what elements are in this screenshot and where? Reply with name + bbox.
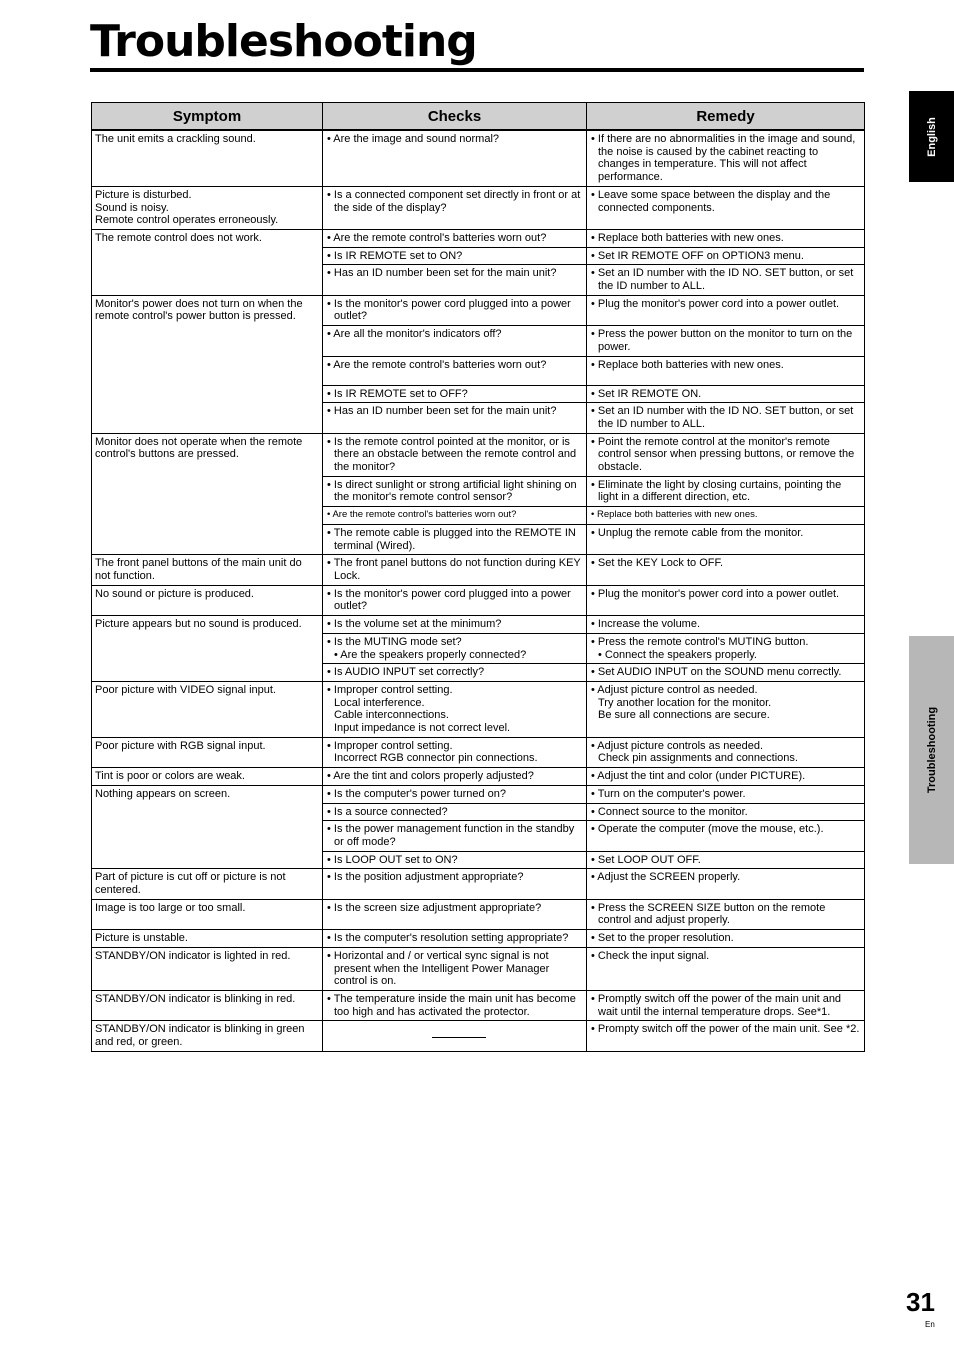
check-cell: • Is LOOP OUT set to ON? bbox=[323, 851, 587, 869]
remedy-cell: • Turn on the computer's power. bbox=[587, 785, 865, 803]
table-row bbox=[92, 1021, 865, 1051]
remedy-cell: • Set an ID number with the ID NO. SET button, or set the ID number to ALL. bbox=[587, 265, 865, 295]
table-row bbox=[92, 433, 865, 476]
remedy-cell: • Set IR REMOTE OFF on OPTION3 menu. bbox=[587, 247, 865, 265]
symptom-cell: Picture is disturbed. Sound is noisy. Remote control operates erroneously. bbox=[92, 186, 323, 229]
table-row bbox=[92, 585, 865, 615]
section-tab bbox=[909, 636, 954, 864]
page-number: 31 bbox=[906, 1287, 935, 1317]
page-language-code: En bbox=[925, 1320, 935, 1329]
symptom-cell: Poor picture with VIDEO signal input. bbox=[92, 681, 323, 737]
check-cell: • Is direct sunlight or strong artificial light shining on the monitor's remote control sensor? bbox=[323, 476, 587, 506]
check-cell: • The front panel buttons do not function during KEY Lock. bbox=[323, 555, 587, 585]
symptom-cell: STANDBY/ON indicator is lighted in red. bbox=[92, 947, 323, 990]
symptom-cell: STANDBY/ON indicator is blinking in red. bbox=[92, 990, 323, 1020]
remedy-cell: • Increase the volume. bbox=[587, 616, 865, 634]
remedy-cell: • Adjust the tint and color (under PICTURE). bbox=[587, 768, 865, 786]
table-row bbox=[92, 990, 865, 1020]
remedy-cell: • Check the input signal. bbox=[587, 947, 865, 990]
table-row bbox=[92, 616, 865, 634]
table-header-row bbox=[92, 103, 865, 131]
symptom-header: Symptom bbox=[92, 103, 323, 131]
check-cell: • Is the computer's resolution setting appropriate? bbox=[323, 930, 587, 948]
remedy-cell: • Plug the monitor's power cord into a power outlet. bbox=[587, 295, 865, 325]
remedy-cell: • Operate the computer (move the mouse, etc.). bbox=[587, 821, 865, 851]
symptom-cell: The unit emits a crackling sound. bbox=[92, 130, 323, 186]
table-row bbox=[92, 869, 865, 899]
table-row bbox=[92, 899, 865, 929]
remedy-cell: • If there are no abnormalities in the image and sound, the noise is caused by the cabinet reacting to changes in temperature. This will not affect performance. bbox=[587, 130, 865, 186]
table-row bbox=[92, 295, 865, 325]
check-cell: • Has an ID number been set for the main unit? bbox=[323, 403, 587, 433]
remedy-cell: • Adjust the SCREEN properly. bbox=[587, 869, 865, 899]
remedy-header: Remedy bbox=[587, 103, 865, 131]
check-cell: • Is the monitor's power cord plugged into a power outlet? bbox=[323, 585, 587, 615]
check-cell: • Horizontal and / or vertical sync signal is not present when the Intelligent Power Manager control is on. bbox=[323, 947, 587, 990]
symptom-cell: Image is too large or too small. bbox=[92, 899, 323, 929]
empty-dash bbox=[432, 1037, 486, 1038]
language-tab-label: English bbox=[925, 116, 938, 157]
page-title: Troubleshooting bbox=[90, 16, 477, 67]
check-cell: • Is IR REMOTE set to OFF? bbox=[323, 385, 587, 403]
title-rule bbox=[90, 68, 864, 72]
table-row bbox=[92, 186, 865, 229]
remedy-cell: • Replace both batteries with new ones. bbox=[587, 356, 865, 385]
symptom-cell: The remote control does not work. bbox=[92, 229, 323, 295]
symptom-cell: Poor picture with RGB signal input. bbox=[92, 737, 323, 767]
check-cell: • The remote cable is plugged into the REMOTE IN terminal (Wired). bbox=[323, 524, 587, 554]
remedy-cell: • Set to the proper resolution. bbox=[587, 930, 865, 948]
remedy-cell: • Connect source to the monitor. bbox=[587, 803, 865, 821]
remedy-cell: • Replace both batteries with new ones. bbox=[587, 229, 865, 247]
check-cell: • Improper control setting. Incorrect RGB connector pin connections. bbox=[323, 737, 587, 767]
check-cell: • Is a source connected? bbox=[323, 803, 587, 821]
check-cell: • Is a connected component set directly in front or at the side of the display? bbox=[323, 186, 587, 229]
remedy-cell: • Set the KEY Lock to OFF. bbox=[587, 555, 865, 585]
table-row bbox=[92, 130, 865, 186]
table-row bbox=[92, 555, 865, 585]
check-cell: • Are the tint and colors properly adjusted? bbox=[323, 768, 587, 786]
troubleshooting-table bbox=[91, 102, 865, 1052]
check-cell: • Are the remote control's batteries worn out? bbox=[323, 229, 587, 247]
language-tab bbox=[909, 91, 954, 182]
symptom-cell: No sound or picture is produced. bbox=[92, 585, 323, 615]
check-cell: • Is the computer's power turned on? bbox=[323, 785, 587, 803]
remedy-cell: • Adjust picture controls as needed. Check pin assignments and connections. bbox=[587, 737, 865, 767]
check-cell: • Are the remote control's batteries worn out? bbox=[323, 356, 587, 385]
remedy-cell: • Promptly switch off the power of the main unit and wait until the internal temperature drops. See*1. bbox=[587, 990, 865, 1020]
remedy-cell: • Press the power button on the monitor to turn on the power. bbox=[587, 326, 865, 356]
check-cell bbox=[323, 1021, 587, 1051]
check-cell: • Improper control setting. Local interference. Cable interconnections. Input impedance is not correct level. bbox=[323, 681, 587, 737]
symptom-cell: Picture is unstable. bbox=[92, 930, 323, 948]
remedy-cell: • Press the remote control's MUTING button. • Connect the speakers properly. bbox=[587, 633, 865, 663]
table-row bbox=[92, 229, 865, 247]
symptom-cell: The front panel buttons of the main unit do not function. bbox=[92, 555, 323, 585]
table-row bbox=[92, 947, 865, 990]
remedy-cell: • Set IR REMOTE ON. bbox=[587, 385, 865, 403]
remedy-cell: • Set AUDIO INPUT on the SOUND menu correctly. bbox=[587, 664, 865, 682]
symptom-cell: STANDBY/ON indicator is blinking in green and red, or green. bbox=[92, 1021, 323, 1051]
check-cell: • Is AUDIO INPUT set correctly? bbox=[323, 664, 587, 682]
remedy-cell: • Adjust picture control as needed. Try another location for the monitor. Be sure all connections are secure. bbox=[587, 681, 865, 737]
remedy-cell: • Unplug the remote cable from the monitor. bbox=[587, 524, 865, 554]
remedy-cell: • Point the remote control at the monitor's remote control sensor when pressing buttons, or remove the obstacle. bbox=[587, 433, 865, 476]
check-cell: • Is the screen size adjustment appropriate? bbox=[323, 899, 587, 929]
check-cell: • Are all the monitor's indicators off? bbox=[323, 326, 587, 356]
check-cell: • Are the image and sound normal? bbox=[323, 130, 587, 186]
symptom-cell: Tint is poor or colors are weak. bbox=[92, 768, 323, 786]
check-cell: • Are the remote control's batteries worn out? bbox=[323, 507, 587, 525]
symptom-cell: Part of picture is cut off or picture is not centered. bbox=[92, 869, 323, 899]
symptom-cell: Monitor does not operate when the remote control's buttons are pressed. bbox=[92, 433, 323, 555]
section-tab-label: Troubleshooting bbox=[925, 706, 938, 794]
symptom-cell: Nothing appears on screen. bbox=[92, 785, 323, 869]
table-row bbox=[92, 930, 865, 948]
remedy-cell: • Replace both batteries with new ones. bbox=[587, 507, 865, 525]
symptom-cell: Monitor's power does not turn on when the remote control's power button is pressed. bbox=[92, 295, 323, 433]
remedy-cell: • Set an ID number with the ID NO. SET button, or set the ID number to ALL. bbox=[587, 403, 865, 433]
table-row bbox=[92, 768, 865, 786]
check-cell: • Is the position adjustment appropriate? bbox=[323, 869, 587, 899]
check-cell: • Is the monitor's power cord plugged into a power outlet? bbox=[323, 295, 587, 325]
remedy-cell: • Prompty switch off the power of the main unit. See *2. bbox=[587, 1021, 865, 1051]
checks-header: Checks bbox=[323, 103, 587, 131]
check-cell: • Is the remote control pointed at the monitor, or is there an obstacle between the remote control and the monitor? bbox=[323, 433, 587, 476]
symptom-cell: Picture appears but no sound is produced. bbox=[92, 616, 323, 682]
table-row bbox=[92, 785, 865, 803]
check-cell: • Is the volume set at the minimum? bbox=[323, 616, 587, 634]
remedy-cell: • Set LOOP OUT OFF. bbox=[587, 851, 865, 869]
remedy-cell: • Leave some space between the display and the connected components. bbox=[587, 186, 865, 229]
remedy-cell: • Eliminate the light by closing curtains, pointing the light in a different direction, etc. bbox=[587, 476, 865, 506]
check-cell: • Is IR REMOTE set to ON? bbox=[323, 247, 587, 265]
check-cell: • Is the power management function in the standby or off mode? bbox=[323, 821, 587, 851]
check-cell: • The temperature inside the main unit has become too high and has activated the protector. bbox=[323, 990, 587, 1020]
check-cell: • Has an ID number been set for the main unit? bbox=[323, 265, 587, 295]
remedy-cell: • Press the SCREEN SIZE button on the remote control and adjust properly. bbox=[587, 899, 865, 929]
remedy-cell: • Plug the monitor's power cord into a power outlet. bbox=[587, 585, 865, 615]
table-row bbox=[92, 681, 865, 737]
table-row bbox=[92, 737, 865, 767]
check-cell: • Is the MUTING mode set? • Are the speakers properly connected? bbox=[323, 633, 587, 663]
